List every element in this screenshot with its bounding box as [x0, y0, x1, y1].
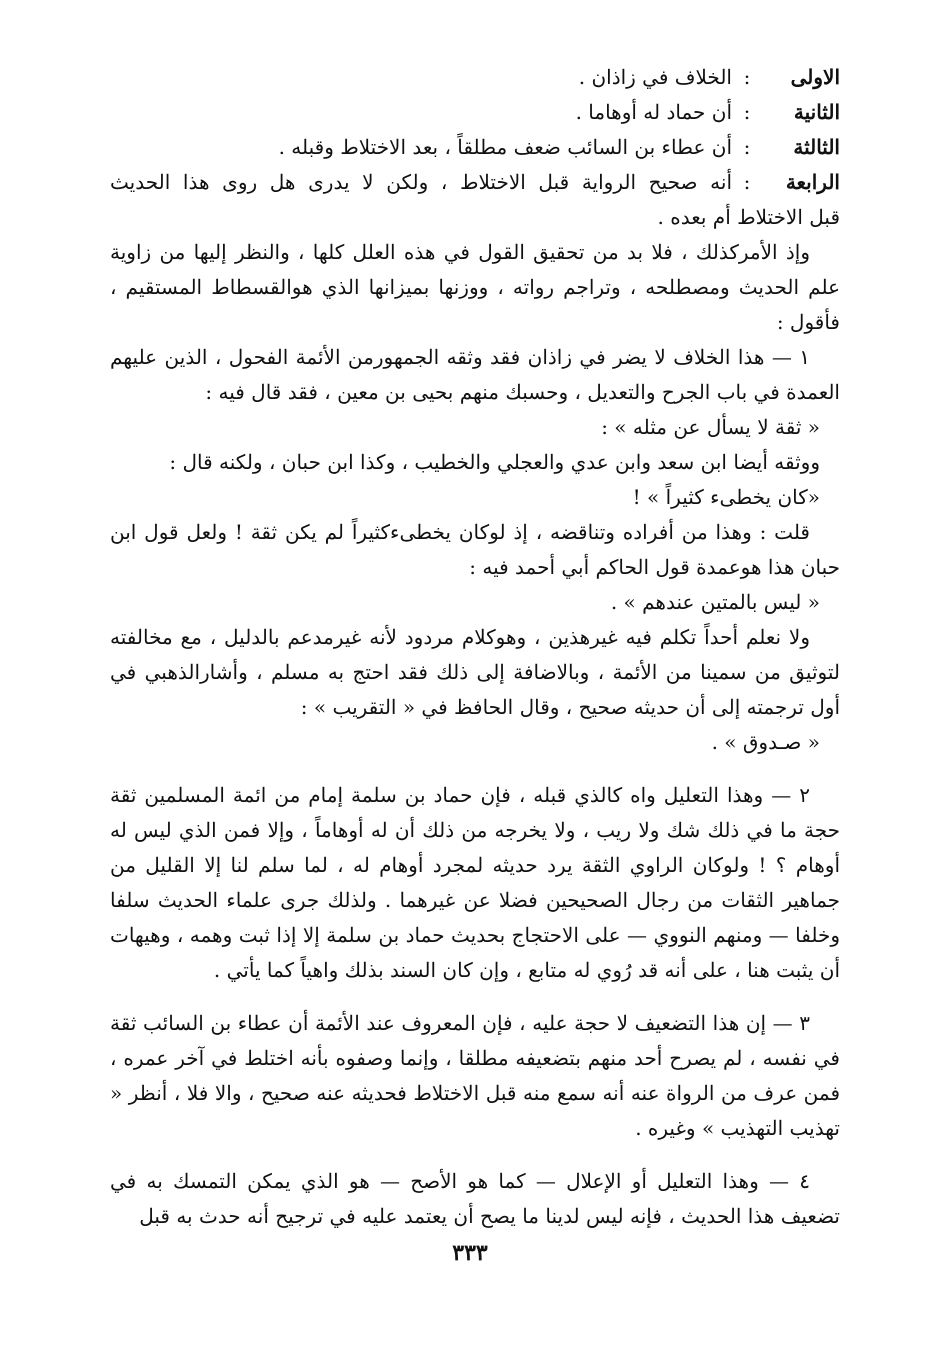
item-label: الرابعة [785, 170, 840, 194]
paragraph: وإذ الأمركذلك ، فلا بد من تحقيق القول في هذه العلل كلها ، والنظر إليها من زاوية علم الحديث ومصطلحه ، وتراجم رواته ، ووزنها بميزانها الذي هوالقسطاط المستقيم ، فأقول : [110, 240, 840, 334]
item-text: أن عطاء بن السائب ضعف مطلقاً ، بعد الاختلاط وقبله . [278, 135, 732, 159]
page-body [110, 60, 840, 1234]
item-label: الاولى [790, 65, 840, 89]
paragraph: ٣ — إن هذا التضعيف لا حجة عليه ، فإن المعروف عند الأئمة أن عطاء بن السائب ثقة في نفسه ، لم يصرح أحد منهم بتضعيفه مطلقا ، وإنما وصفوه بأنه اختلط في آخر عمره ، فمن عرف من الرواة عنه أنه سمع منه قبل الاختلاط فحديثه عنه صحيح ، والا فلا ، أنظر « تهذيب التهذيب » وغيره . [110, 1011, 840, 1140]
quotation: «كان يخطىء كثيراً » ! [632, 485, 820, 509]
list-item [110, 130, 840, 165]
quotation: « ثقة لا يسأل عن مثله » : [601, 415, 820, 439]
list-item [110, 95, 840, 130]
list-item [110, 165, 840, 200]
paragraph: ولا نعلم أحداً تكلم فيه غيرهذين ، وهوكلام مردود لأنه غيرمدعم بالدليل ، مع مخالفته لتوثيق من سمينا من الأئمة ، وبالاضافة إلى ذلك فقد احتج به مسلم ، وأشارالذهبي في أول ترجمته إلى أن حديثه صحيح ، وقال الحافظ في « التقريب » : [110, 625, 840, 719]
paragraph: ٤ — وهذا التعليل أو الإعلال — كما هو الأصح — هو الذي يمكن التمسك به في تضعيف هذا الحديث ، فإنه ليس لدينا ما يصح أن يعتمد عليه في ترجيح أنه حدث به قبل [110, 1169, 840, 1228]
item-colon: : [743, 100, 751, 124]
item-continuation: قبل الاختلاط أم بعده . [657, 205, 840, 229]
paragraph: ٢ — وهذا التعليل واه كالذي قبله ، فإن حماد بن سلمة إمام من ائمة المسلمين ثقة حجة ما في ذلك شك ولا ريب ، ولا يخرجه من ذلك أن له أوهاماً ، وإلا فمن الذي ليس له أوهام ؟ ! ولوكان الراوي الثقة يرد حديثه لمجرد أوهام له ، لما سلم لنا إلا القليل من جماهير الثقات من رجال الصحيحين فضلا عن غيرهما . ولذلك جرى علماء الحديث سلفا وخلفا — ومنهم النووي — على الاحتجاج بحديث حماد بن سلمة إلا إذا ثبت وهمه ، وهيهات أن يثبت هنا ، على أنه قد رُوي له متابع ، وإن كان السند بذلك واهياً كما يأتي . [110, 783, 840, 982]
list-item [110, 60, 840, 95]
item-label: الثانية [793, 100, 840, 124]
item-label: الثالثة [793, 135, 840, 159]
item-colon: : [743, 170, 751, 194]
item-text: أنه صحيح الرواية قبل الاختلاط ، ولكن لا يدرى هل روى هذا الحديث [110, 170, 732, 194]
paragraph: قلت : وهذا من أفراده وتناقضه ، إذ لوكان يخطىءكثيراً لم يكن ثقة ! ولعل قول ابن حبان هذا هوعمدة قول الحاكم أبي أحمد فيه : [110, 520, 840, 579]
quotation: « ليس بالمتين عندهم » . [610, 590, 820, 614]
item-text: الخلاف في زاذان . [578, 65, 732, 89]
item-text: أن حماد له أوهاما . [575, 100, 732, 124]
item-colon: : [743, 65, 751, 89]
item-colon: : [743, 135, 751, 159]
paragraph: ١ — هذا الخلاف لا يضر في زاذان فقد وثقه الجمهورمن الأئمة الفحول ، الذين عليهم العمدة في باب الجرح والتعديل ، وحسبك منهم بحيى بن معين ، فقد قال فيه : [110, 345, 840, 404]
page-number: ٣٣٣ [452, 1240, 488, 1266]
quotation: « صـدوق » . [711, 730, 820, 754]
paragraph: ووثقه أيضا ابن سعد وابن عدي والعجلي والخطيب ، وكذا ابن حبان ، ولكنه قال : [169, 450, 820, 474]
